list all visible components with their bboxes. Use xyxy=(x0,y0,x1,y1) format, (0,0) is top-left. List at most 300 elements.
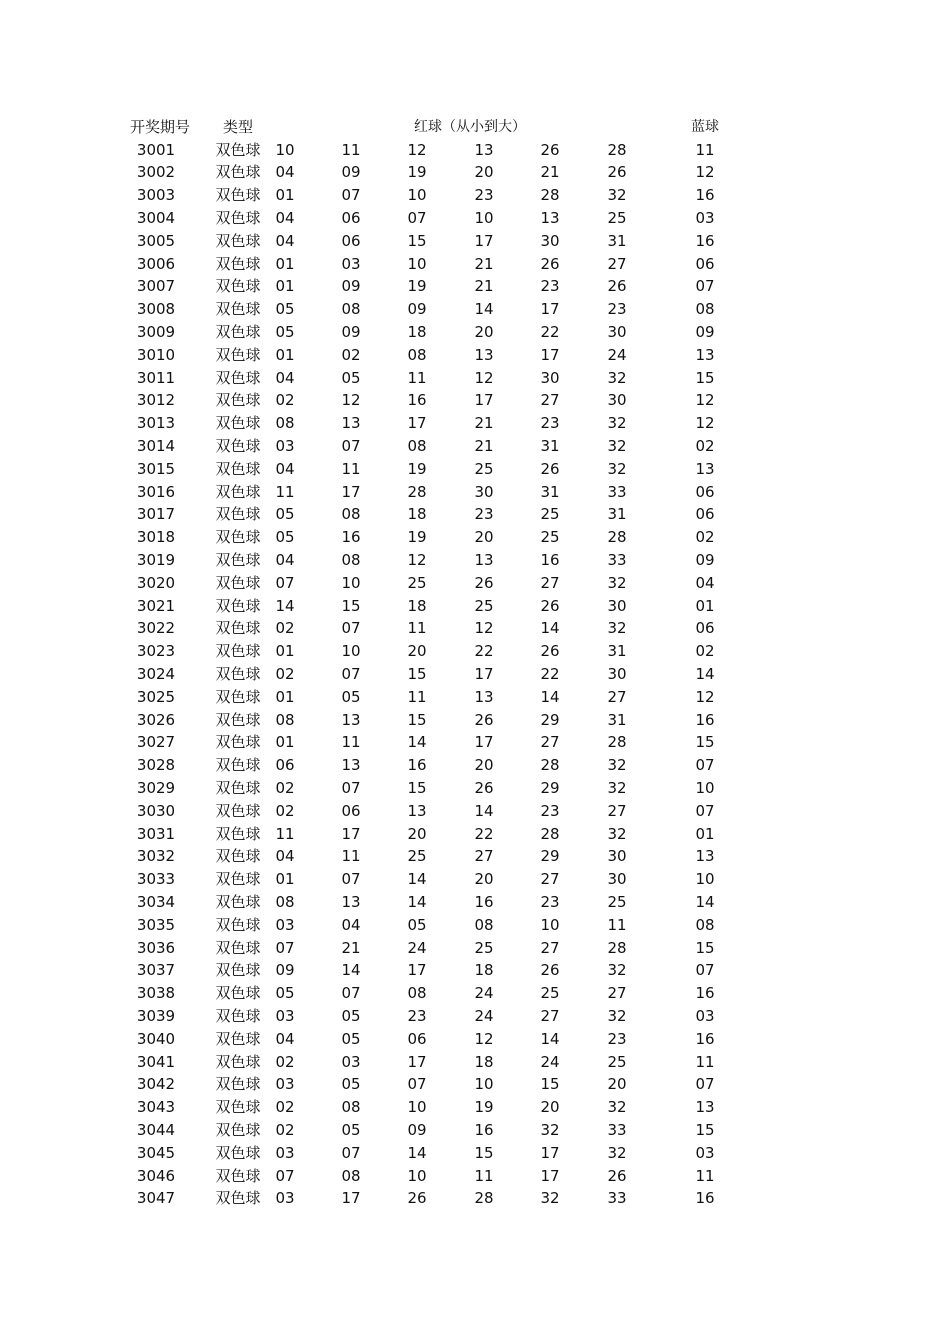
cell-red-3: 11 xyxy=(407,368,427,387)
cell-type: 双色球 xyxy=(215,254,261,273)
cell-red-6: 32 xyxy=(607,778,627,797)
cell-red-1: 03 xyxy=(275,1189,295,1208)
cell-red-2: 21 xyxy=(341,938,361,957)
cell-red-4: 12 xyxy=(474,368,494,387)
cell-red-4: 22 xyxy=(474,642,494,661)
cell-red-3: 18 xyxy=(407,322,427,341)
cell-blue: 14 xyxy=(695,892,715,911)
cell-red-4: 13 xyxy=(474,140,494,159)
cell-red-1: 04 xyxy=(275,208,295,227)
cell-blue: 16 xyxy=(695,984,715,1003)
cell-blue: 06 xyxy=(695,619,715,638)
cell-red-2: 05 xyxy=(341,1006,361,1025)
cell-red-3: 16 xyxy=(407,391,427,410)
cell-red-5: 20 xyxy=(540,1098,560,1117)
cell-red-1: 07 xyxy=(275,573,295,592)
cell-red-2: 07 xyxy=(341,984,361,1003)
cell-blue: 12 xyxy=(695,414,715,433)
cell-red-3: 17 xyxy=(407,414,427,433)
cell-blue: 13 xyxy=(695,1098,715,1117)
cell-red-2: 07 xyxy=(341,664,361,683)
cell-red-2: 08 xyxy=(341,1166,361,1185)
cell-type: 双色球 xyxy=(215,664,261,683)
cell-red-3: 15 xyxy=(407,664,427,683)
cell-red-1: 02 xyxy=(275,801,295,820)
cell-red-4: 08 xyxy=(474,915,494,934)
cell-type: 双色球 xyxy=(215,505,261,524)
cell-draw-number: 3003 xyxy=(136,186,176,205)
cell-red-1: 05 xyxy=(275,528,295,547)
cell-blue: 12 xyxy=(695,687,715,706)
cell-red-2: 13 xyxy=(341,710,361,729)
cell-type: 双色球 xyxy=(215,1166,261,1185)
cell-red-6: 31 xyxy=(607,231,627,250)
cell-red-4: 23 xyxy=(474,505,494,524)
cell-red-4: 15 xyxy=(474,1143,494,1162)
cell-red-6: 28 xyxy=(607,140,627,159)
cell-red-4: 26 xyxy=(474,778,494,797)
cell-type: 双色球 xyxy=(215,1120,261,1139)
cell-type: 双色球 xyxy=(215,1029,261,1048)
cell-red-2: 02 xyxy=(341,345,361,364)
cell-red-4: 16 xyxy=(474,1120,494,1139)
cell-blue: 11 xyxy=(695,1166,715,1185)
cell-red-2: 08 xyxy=(341,300,361,319)
cell-red-4: 11 xyxy=(474,1166,494,1185)
cell-red-5: 26 xyxy=(540,254,560,273)
cell-type: 双色球 xyxy=(215,756,261,775)
cell-red-1: 08 xyxy=(275,892,295,911)
cell-red-6: 32 xyxy=(607,368,627,387)
cell-red-4: 21 xyxy=(474,254,494,273)
cell-red-5: 28 xyxy=(540,186,560,205)
cell-red-5: 27 xyxy=(540,938,560,957)
cell-red-3: 08 xyxy=(407,436,427,455)
cell-red-4: 22 xyxy=(474,824,494,843)
cell-blue: 06 xyxy=(695,505,715,524)
cell-blue: 08 xyxy=(695,915,715,934)
cell-red-6: 27 xyxy=(607,254,627,273)
cell-red-6: 23 xyxy=(607,300,627,319)
cell-red-6: 32 xyxy=(607,756,627,775)
cell-red-3: 17 xyxy=(407,1052,427,1071)
header-type: 类型 xyxy=(222,118,253,136)
cell-type: 双色球 xyxy=(215,847,261,866)
cell-red-1: 04 xyxy=(275,163,295,182)
cell-draw-number: 3046 xyxy=(136,1166,176,1185)
cell-draw-number: 3017 xyxy=(136,505,176,524)
cell-red-3: 14 xyxy=(407,870,427,889)
cell-red-1: 04 xyxy=(275,847,295,866)
cell-red-5: 27 xyxy=(540,1006,560,1025)
cell-draw-number: 3041 xyxy=(136,1052,176,1071)
cell-red-2: 08 xyxy=(341,550,361,569)
cell-red-3: 20 xyxy=(407,642,427,661)
cell-red-2: 11 xyxy=(341,847,361,866)
cell-type: 双色球 xyxy=(215,1052,261,1071)
cell-red-2: 05 xyxy=(341,1120,361,1139)
cell-red-1: 04 xyxy=(275,1029,295,1048)
cell-type: 双色球 xyxy=(215,391,261,410)
cell-red-3: 15 xyxy=(407,710,427,729)
cell-type: 双色球 xyxy=(215,163,261,182)
cell-red-5: 22 xyxy=(540,664,560,683)
cell-red-5: 26 xyxy=(540,596,560,615)
cell-blue: 16 xyxy=(695,231,715,250)
cell-red-6: 27 xyxy=(607,801,627,820)
cell-red-6: 31 xyxy=(607,505,627,524)
cell-red-6: 32 xyxy=(607,573,627,592)
cell-red-4: 21 xyxy=(474,277,494,296)
cell-red-5: 23 xyxy=(540,801,560,820)
cell-type: 双色球 xyxy=(215,1143,261,1162)
cell-red-1: 01 xyxy=(275,186,295,205)
cell-red-5: 22 xyxy=(540,322,560,341)
cell-red-4: 21 xyxy=(474,436,494,455)
cell-red-6: 31 xyxy=(607,642,627,661)
cell-red-2: 08 xyxy=(341,1098,361,1117)
cell-red-4: 19 xyxy=(474,1098,494,1117)
cell-blue: 02 xyxy=(695,642,715,661)
cell-draw-number: 3008 xyxy=(136,300,176,319)
cell-red-4: 16 xyxy=(474,892,494,911)
cell-draw-number: 3020 xyxy=(136,573,176,592)
cell-blue: 07 xyxy=(695,756,715,775)
cell-red-1: 01 xyxy=(275,642,295,661)
cell-red-5: 16 xyxy=(540,550,560,569)
cell-type: 双色球 xyxy=(215,1189,261,1208)
cell-draw-number: 3027 xyxy=(136,733,176,752)
cell-red-2: 07 xyxy=(341,778,361,797)
cell-red-3: 25 xyxy=(407,573,427,592)
cell-draw-number: 3011 xyxy=(136,368,176,387)
cell-red-2: 14 xyxy=(341,961,361,980)
cell-red-5: 26 xyxy=(540,642,560,661)
cell-red-2: 04 xyxy=(341,915,361,934)
cell-red-5: 17 xyxy=(540,1143,560,1162)
cell-red-2: 13 xyxy=(341,892,361,911)
cell-red-4: 17 xyxy=(474,391,494,410)
cell-red-4: 13 xyxy=(474,550,494,569)
cell-red-5: 17 xyxy=(540,300,560,319)
cell-red-6: 26 xyxy=(607,1166,627,1185)
cell-red-6: 30 xyxy=(607,870,627,889)
cell-red-4: 20 xyxy=(474,870,494,889)
cell-red-5: 14 xyxy=(540,619,560,638)
cell-red-1: 07 xyxy=(275,938,295,957)
cell-draw-number: 3034 xyxy=(136,892,176,911)
cell-blue: 15 xyxy=(695,938,715,957)
cell-type: 双色球 xyxy=(215,961,261,980)
cell-red-3: 18 xyxy=(407,596,427,615)
cell-draw-number: 3018 xyxy=(136,528,176,547)
cell-red-2: 17 xyxy=(341,482,361,501)
cell-red-5: 31 xyxy=(540,482,560,501)
cell-red-3: 12 xyxy=(407,140,427,159)
cell-red-2: 07 xyxy=(341,436,361,455)
header-draw-number: 开奖期号 xyxy=(129,118,190,136)
cell-type: 双色球 xyxy=(215,938,261,957)
cell-red-4: 25 xyxy=(474,596,494,615)
cell-type: 双色球 xyxy=(215,892,261,911)
cell-red-6: 32 xyxy=(607,436,627,455)
cell-red-3: 12 xyxy=(407,550,427,569)
cell-red-5: 27 xyxy=(540,391,560,410)
cell-red-6: 32 xyxy=(607,824,627,843)
cell-type: 双色球 xyxy=(215,915,261,934)
cell-red-3: 13 xyxy=(407,801,427,820)
cell-red-1: 09 xyxy=(275,961,295,980)
cell-red-1: 11 xyxy=(275,482,295,501)
cell-draw-number: 3004 xyxy=(136,208,176,227)
cell-type: 双色球 xyxy=(215,208,261,227)
cell-red-1: 03 xyxy=(275,1006,295,1025)
cell-red-4: 20 xyxy=(474,163,494,182)
cell-red-5: 26 xyxy=(540,140,560,159)
cell-type: 双色球 xyxy=(215,1006,261,1025)
header-blue-ball: 蓝球 xyxy=(691,119,719,135)
cell-red-6: 32 xyxy=(607,1098,627,1117)
cell-type: 双色球 xyxy=(215,140,261,159)
cell-blue: 15 xyxy=(695,368,715,387)
cell-draw-number: 3038 xyxy=(136,984,176,1003)
cell-red-3: 19 xyxy=(407,277,427,296)
cell-red-3: 20 xyxy=(407,824,427,843)
cell-red-6: 25 xyxy=(607,892,627,911)
cell-red-4: 10 xyxy=(474,1075,494,1094)
cell-blue: 12 xyxy=(695,391,715,410)
cell-draw-number: 3045 xyxy=(136,1143,176,1162)
cell-red-4: 17 xyxy=(474,231,494,250)
cell-draw-number: 3024 xyxy=(136,664,176,683)
cell-red-3: 25 xyxy=(407,847,427,866)
cell-type: 双色球 xyxy=(215,482,261,501)
cell-type: 双色球 xyxy=(215,984,261,1003)
cell-red-4: 10 xyxy=(474,208,494,227)
cell-red-3: 10 xyxy=(407,254,427,273)
header-red-balls: 红球（从小到大） xyxy=(414,119,526,135)
cell-red-3: 06 xyxy=(407,1029,427,1048)
cell-red-3: 10 xyxy=(407,1098,427,1117)
cell-draw-number: 3013 xyxy=(136,414,176,433)
cell-blue: 10 xyxy=(695,870,715,889)
cell-draw-number: 3019 xyxy=(136,550,176,569)
cell-type: 双色球 xyxy=(215,277,261,296)
cell-red-2: 05 xyxy=(341,1029,361,1048)
cell-draw-number: 3033 xyxy=(136,870,176,889)
cell-red-2: 06 xyxy=(341,208,361,227)
cell-blue: 07 xyxy=(695,961,715,980)
cell-type: 双色球 xyxy=(215,1075,261,1094)
cell-red-1: 14 xyxy=(275,596,295,615)
cell-red-1: 11 xyxy=(275,824,295,843)
cell-blue: 03 xyxy=(695,208,715,227)
cell-red-6: 25 xyxy=(607,208,627,227)
cell-draw-number: 3036 xyxy=(136,938,176,957)
cell-red-5: 26 xyxy=(540,961,560,980)
cell-red-3: 26 xyxy=(407,1189,427,1208)
cell-red-1: 01 xyxy=(275,733,295,752)
cell-red-5: 25 xyxy=(540,505,560,524)
cell-blue: 16 xyxy=(695,186,715,205)
cell-type: 双色球 xyxy=(215,1098,261,1117)
cell-red-5: 17 xyxy=(540,1166,560,1185)
cell-red-4: 21 xyxy=(474,414,494,433)
cell-red-1: 05 xyxy=(275,984,295,1003)
cell-type: 双色球 xyxy=(215,733,261,752)
cell-draw-number: 3047 xyxy=(136,1189,176,1208)
cell-red-1: 05 xyxy=(275,505,295,524)
cell-red-5: 15 xyxy=(540,1075,560,1094)
cell-blue: 02 xyxy=(695,436,715,455)
cell-red-2: 11 xyxy=(341,733,361,752)
cell-type: 双色球 xyxy=(215,801,261,820)
cell-blue: 07 xyxy=(695,277,715,296)
cell-blue: 13 xyxy=(695,847,715,866)
cell-draw-number: 3030 xyxy=(136,801,176,820)
cell-red-2: 06 xyxy=(341,231,361,250)
cell-red-3: 19 xyxy=(407,163,427,182)
cell-red-2: 17 xyxy=(341,1189,361,1208)
cell-blue: 01 xyxy=(695,824,715,843)
cell-type: 双色球 xyxy=(215,459,261,478)
cell-red-4: 30 xyxy=(474,482,494,501)
cell-red-2: 13 xyxy=(341,414,361,433)
cell-blue: 15 xyxy=(695,1120,715,1139)
cell-red-3: 14 xyxy=(407,892,427,911)
cell-draw-number: 3022 xyxy=(136,619,176,638)
cell-red-4: 20 xyxy=(474,528,494,547)
cell-red-3: 05 xyxy=(407,915,427,934)
cell-red-6: 32 xyxy=(607,186,627,205)
cell-red-6: 26 xyxy=(607,277,627,296)
cell-blue: 12 xyxy=(695,163,715,182)
cell-red-1: 04 xyxy=(275,550,295,569)
cell-red-2: 05 xyxy=(341,1075,361,1094)
cell-blue: 15 xyxy=(695,733,715,752)
cell-red-3: 18 xyxy=(407,505,427,524)
cell-red-1: 02 xyxy=(275,1120,295,1139)
cell-red-1: 05 xyxy=(275,300,295,319)
cell-red-4: 25 xyxy=(474,938,494,957)
cell-draw-number: 3032 xyxy=(136,847,176,866)
cell-type: 双色球 xyxy=(215,231,261,250)
cell-draw-number: 3006 xyxy=(136,254,176,273)
cell-type: 双色球 xyxy=(215,870,261,889)
cell-red-6: 32 xyxy=(607,1006,627,1025)
cell-red-2: 07 xyxy=(341,186,361,205)
cell-red-6: 20 xyxy=(607,1075,627,1094)
cell-red-3: 19 xyxy=(407,528,427,547)
cell-red-6: 25 xyxy=(607,1052,627,1071)
cell-red-1: 02 xyxy=(275,619,295,638)
cell-red-5: 29 xyxy=(540,847,560,866)
cell-red-2: 09 xyxy=(341,322,361,341)
cell-red-1: 02 xyxy=(275,664,295,683)
cell-red-1: 05 xyxy=(275,322,295,341)
cell-draw-number: 3021 xyxy=(136,596,176,615)
cell-red-5: 23 xyxy=(540,414,560,433)
cell-red-5: 29 xyxy=(540,710,560,729)
cell-draw-number: 3035 xyxy=(136,915,176,934)
cell-red-2: 11 xyxy=(341,140,361,159)
cell-blue: 01 xyxy=(695,596,715,615)
cell-red-4: 12 xyxy=(474,1029,494,1048)
cell-red-3: 08 xyxy=(407,984,427,1003)
cell-blue: 13 xyxy=(695,345,715,364)
cell-blue: 07 xyxy=(695,1075,715,1094)
cell-blue: 16 xyxy=(695,1189,715,1208)
cell-type: 双色球 xyxy=(215,186,261,205)
cell-draw-number: 3029 xyxy=(136,778,176,797)
cell-red-5: 32 xyxy=(540,1120,560,1139)
cell-draw-number: 3007 xyxy=(136,277,176,296)
cell-red-4: 18 xyxy=(474,961,494,980)
cell-red-4: 14 xyxy=(474,801,494,820)
cell-red-6: 33 xyxy=(607,550,627,569)
cell-type: 双色球 xyxy=(215,345,261,364)
cell-red-5: 23 xyxy=(540,277,560,296)
cell-type: 双色球 xyxy=(215,368,261,387)
cell-draw-number: 3040 xyxy=(136,1029,176,1048)
cell-blue: 14 xyxy=(695,664,715,683)
cell-blue: 06 xyxy=(695,482,715,501)
cell-draw-number: 3002 xyxy=(136,163,176,182)
cell-red-3: 15 xyxy=(407,778,427,797)
cell-red-1: 10 xyxy=(275,140,295,159)
cell-red-2: 08 xyxy=(341,505,361,524)
cell-draw-number: 3005 xyxy=(136,231,176,250)
cell-blue: 11 xyxy=(695,140,715,159)
cell-draw-number: 3028 xyxy=(136,756,176,775)
cell-blue: 11 xyxy=(695,1052,715,1071)
cell-red-2: 09 xyxy=(341,163,361,182)
cell-red-2: 09 xyxy=(341,277,361,296)
cell-blue: 04 xyxy=(695,573,715,592)
cell-type: 双色球 xyxy=(215,528,261,547)
cell-draw-number: 3037 xyxy=(136,961,176,980)
cell-red-4: 17 xyxy=(474,664,494,683)
cell-type: 双色球 xyxy=(215,596,261,615)
cell-red-5: 27 xyxy=(540,733,560,752)
cell-red-1: 03 xyxy=(275,1075,295,1094)
cell-red-5: 14 xyxy=(540,687,560,706)
cell-draw-number: 3014 xyxy=(136,436,176,455)
cell-red-2: 07 xyxy=(341,1143,361,1162)
cell-draw-number: 3042 xyxy=(136,1075,176,1094)
cell-red-2: 10 xyxy=(341,573,361,592)
cell-red-5: 30 xyxy=(540,368,560,387)
cell-red-6: 28 xyxy=(607,938,627,957)
cell-red-1: 08 xyxy=(275,710,295,729)
cell-red-6: 28 xyxy=(607,528,627,547)
cell-draw-number: 3016 xyxy=(136,482,176,501)
cell-type: 双色球 xyxy=(215,436,261,455)
cell-red-5: 17 xyxy=(540,345,560,364)
cell-red-5: 10 xyxy=(540,915,560,934)
cell-red-2: 16 xyxy=(341,528,361,547)
cell-red-4: 14 xyxy=(474,300,494,319)
cell-red-3: 14 xyxy=(407,733,427,752)
cell-red-4: 13 xyxy=(474,687,494,706)
cell-red-6: 30 xyxy=(607,391,627,410)
cell-draw-number: 3026 xyxy=(136,710,176,729)
cell-red-4: 27 xyxy=(474,847,494,866)
cell-red-6: 27 xyxy=(607,687,627,706)
cell-red-6: 33 xyxy=(607,1189,627,1208)
cell-draw-number: 3031 xyxy=(136,824,176,843)
cell-red-1: 08 xyxy=(275,414,295,433)
